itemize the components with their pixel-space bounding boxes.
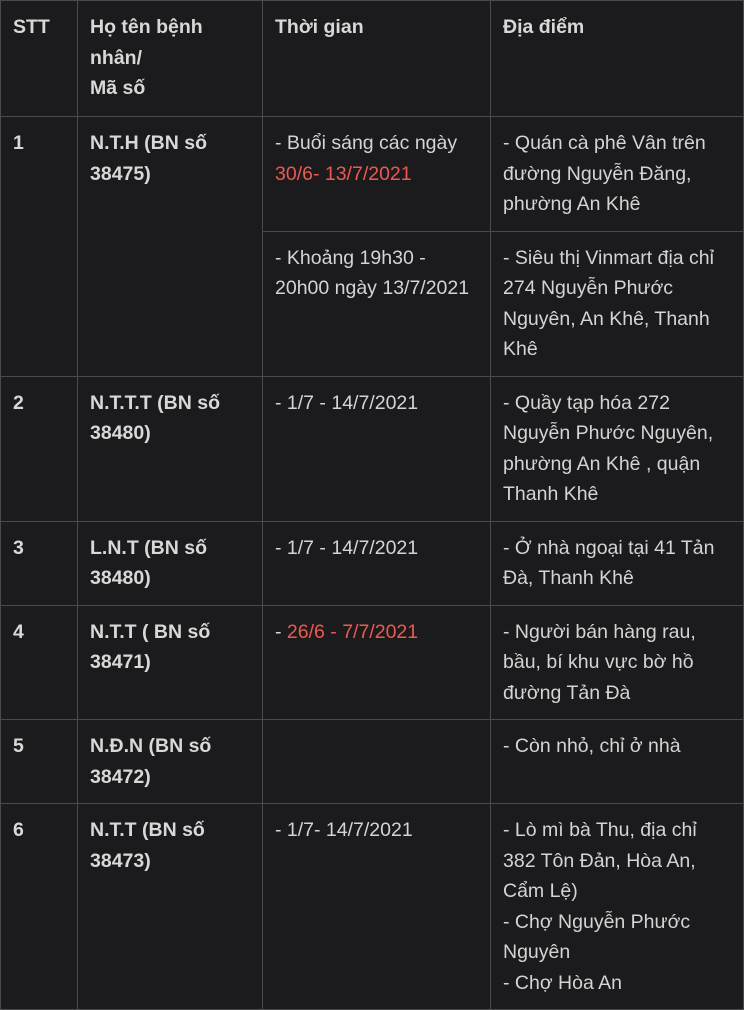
row-time — [263, 376, 491, 521]
time-line: - 1/7 - 14/7/2021 — [275, 391, 419, 414]
row-place — [491, 720, 744, 804]
row-patient-name — [78, 605, 263, 720]
place-line: bầu, bí khu vực bờ hồ — [503, 651, 694, 673]
patient-name-line: 38471) — [90, 651, 151, 673]
header-name-line: Mã số — [90, 77, 146, 99]
row-place — [491, 605, 744, 720]
header-name-line: Họ tên bệnh — [90, 16, 203, 38]
time-line-highlight: 26/6 - 7/7/2021 — [286, 620, 419, 643]
table-row — [1, 117, 744, 232]
patient-name-line: 38475) — [90, 162, 151, 185]
patient-name-line: N.T.T (BN số — [90, 819, 205, 841]
place-line: - Quầy tạp hóa 272 — [503, 391, 670, 414]
table-row — [1, 720, 744, 804]
place-line: 274 Nguyễn Phước — [503, 277, 674, 299]
patient-name-line: 38472) — [90, 765, 151, 788]
row-place — [491, 376, 744, 521]
table-row — [1, 605, 744, 720]
row-patient-name — [78, 376, 263, 521]
place-line: Khê — [503, 338, 538, 360]
row-place — [491, 804, 744, 1010]
header-time: Thời gian — [263, 1, 491, 117]
row-time — [263, 605, 491, 720]
patient-name-line: 38480) — [90, 422, 151, 444]
time-line: - 1/7- 14/7/2021 — [275, 819, 413, 841]
place-line: - Lò mì bà Thu, địa chỉ — [503, 819, 697, 841]
row-patient-name — [78, 720, 263, 804]
time-line — [275, 617, 480, 648]
place-line: - Siêu thị Vinmart địa chỉ — [503, 246, 714, 269]
place-line: - Chợ Hòa An — [503, 971, 623, 994]
row-time — [263, 720, 491, 804]
row-patient-name — [78, 521, 263, 605]
row-stt: 1 — [1, 117, 78, 377]
place-line: đường Tản Đà — [503, 681, 631, 704]
row-time — [263, 231, 491, 376]
time-line-highlight: 30/6- 13/7/2021 — [275, 162, 412, 185]
place-line: - Ở nhà ngoại tại 41 Tản — [503, 536, 715, 559]
time-dash: - — [275, 620, 287, 643]
row-time — [263, 521, 491, 605]
header-place: Địa điểm — [491, 1, 744, 117]
place-line: Nguyễn Phước Nguyên, — [503, 422, 714, 444]
row-stt: 5 — [1, 720, 78, 804]
row-patient-name — [78, 804, 263, 1010]
place-line: - Còn nhỏ, chỉ ở nhà — [503, 735, 681, 757]
patient-name-line: 38480) — [90, 567, 151, 589]
place-line: Nguyên — [503, 941, 571, 963]
time-line: - Buổi sáng các ngày — [275, 132, 458, 154]
row-place — [491, 521, 744, 605]
row-time — [263, 804, 491, 1010]
place-line: Đà, Thanh Khê — [503, 567, 634, 589]
place-line: đường Nguyễn Đăng, — [503, 162, 692, 185]
table-row — [1, 376, 744, 521]
row-time — [263, 117, 491, 232]
header-row — [1, 1, 744, 117]
row-stt: 6 — [1, 804, 78, 1010]
patient-name-line: N.T.T.T (BN số — [90, 391, 220, 414]
patient-name-line: L.N.T (BN số — [90, 536, 207, 559]
header-name-line: nhân/ — [90, 46, 142, 69]
row-place — [491, 117, 744, 232]
patient-name-line: N.T.H (BN số — [90, 132, 207, 154]
time-line: - 1/7 - 14/7/2021 — [275, 536, 419, 559]
row-stt: 4 — [1, 605, 78, 720]
place-line: - Quán cà phê Vân trên — [503, 132, 706, 154]
table-row — [1, 804, 744, 1010]
header-stt: STT — [1, 1, 78, 117]
place-line: 382 Tôn Đản, Hòa An, — [503, 849, 696, 872]
row-place — [491, 231, 744, 376]
place-line: - Người bán hàng rau, — [503, 620, 696, 643]
time-line: 20h00 ngày 13/7/2021 — [275, 277, 470, 299]
row-patient-name — [78, 117, 263, 377]
table-row — [1, 521, 744, 605]
row-stt: 3 — [1, 521, 78, 605]
patient-name-line: 38473) — [90, 849, 151, 872]
place-line: Nguyên, An Khê, Thanh — [503, 307, 710, 330]
patient-name-line: N.T.T ( BN số — [90, 620, 211, 643]
place-line: - Chợ Nguyễn Phước — [503, 910, 691, 933]
place-line: Thanh Khê — [503, 483, 599, 505]
row-stt: 2 — [1, 376, 78, 521]
place-line: Cẩm Lệ) — [503, 880, 578, 902]
patient-name-line: N.Đ.N (BN số — [90, 735, 212, 757]
time-line: - Khoảng 19h30 - — [275, 246, 426, 269]
place-line: phường An Khê — [503, 193, 641, 215]
place-line: phường An Khê , quận — [503, 452, 701, 475]
header-name — [78, 1, 263, 117]
